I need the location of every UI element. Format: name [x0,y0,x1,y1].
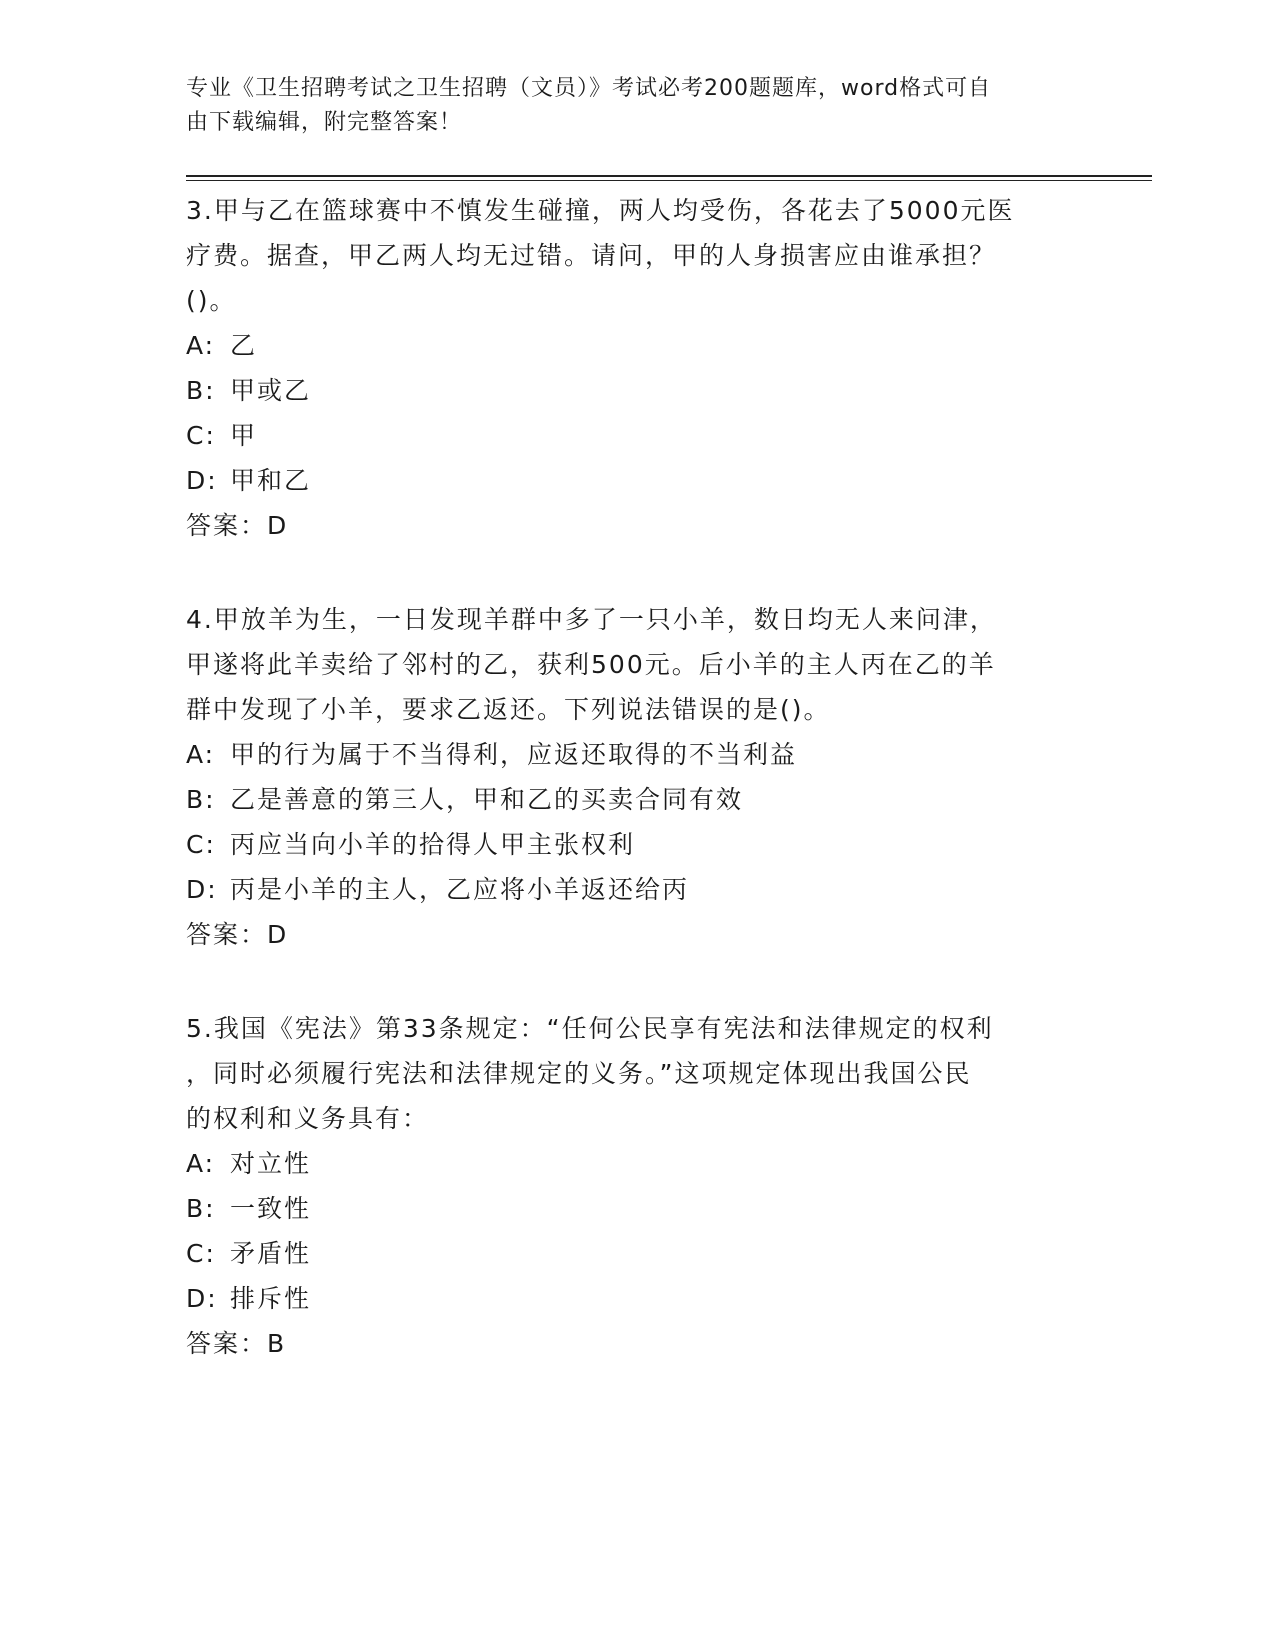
option-d [186,458,1066,503]
question-stem-line: 疗费。据查，甲乙两人均无过错。请问，甲的人身损害应由谁承担？ [186,241,997,270]
option-text: 甲和乙 [230,466,312,495]
option-b [186,777,1066,822]
option-c [186,1231,1066,1276]
option-d [186,867,1066,912]
option-c [186,822,1066,867]
option-key: A: [186,1149,216,1178]
question-4 [186,597,1066,957]
option-text: 甲的行为属于不当得利，应返还取得的不当利益 [230,740,798,769]
option-text: 一致性 [230,1194,312,1223]
answer-line: 答案：D [186,920,289,949]
option-text: 排斥性 [230,1284,312,1313]
header-divider-thick [186,175,1152,177]
question-stem-line: 5.我国《宪法》第33条规定：“任何公民享有宪法和法律规定的权利 [186,1014,994,1043]
option-d [186,1276,1066,1321]
answer-line: 答案：B [186,1329,287,1358]
option-text: 丙是小羊的主人，乙应将小羊返还给丙 [230,875,690,904]
option-key: C: [186,830,216,859]
question-stem-line: 群中发现了小羊，要求乙返还。下列说法错误的是()。 [186,695,831,724]
question-stem-line: 的权利和义务具有： [186,1104,430,1133]
option-key: D: [186,875,218,904]
option-key: B: [186,785,216,814]
option-text: 甲 [230,421,258,450]
option-key: D: [186,1284,218,1313]
option-key: C: [186,421,216,450]
option-a [186,323,1066,368]
option-text: 乙 [230,331,258,360]
option-key: B: [186,1194,216,1223]
question-stem-line: 4.甲放羊为生，一日发现羊群中多了一只小羊，数日均无人来问津， [186,605,997,634]
question-stem-line: ，同时必须履行宪法和法律规定的义务。”这项规定体现出我国公民 [186,1059,972,1088]
header-line-2: 由下载编辑，附完整答案！ [186,110,463,135]
option-text: 丙应当向小羊的拾得人甲主张权利 [230,830,636,859]
option-key: A: [186,331,216,360]
option-key: D: [186,466,218,495]
option-text: 矛盾性 [230,1239,312,1268]
option-a [186,732,1066,777]
option-c [186,413,1066,458]
option-text: 甲或乙 [230,376,312,405]
question-stem-line: 甲遂将此羊卖给了邻村的乙，获利500元。后小羊的主人丙在乙的羊 [186,650,996,679]
option-text: 乙是善意的第三人，甲和乙的买卖合同有效 [230,785,744,814]
question-stem-line: ()。 [186,286,237,315]
option-b [186,368,1066,413]
option-text: 对立性 [230,1149,312,1178]
option-b [186,1186,1066,1231]
document-header [186,72,1066,140]
option-a [186,1141,1066,1186]
header-line-1: 专业《卫生招聘考试之卫生招聘（文员）》考试必考200题题库，word格式可自 [186,76,992,101]
answer-line: 答案：D [186,511,289,540]
option-key: C: [186,1239,216,1268]
header-divider-thin [186,180,1152,181]
option-key: A: [186,740,216,769]
option-key: B: [186,376,216,405]
question-5 [186,1006,1066,1366]
question-3 [186,188,1066,548]
question-stem-line: 3.甲与乙在篮球赛中不慎发生碰撞，两人均受伤，各花去了5000元医 [186,196,1015,225]
